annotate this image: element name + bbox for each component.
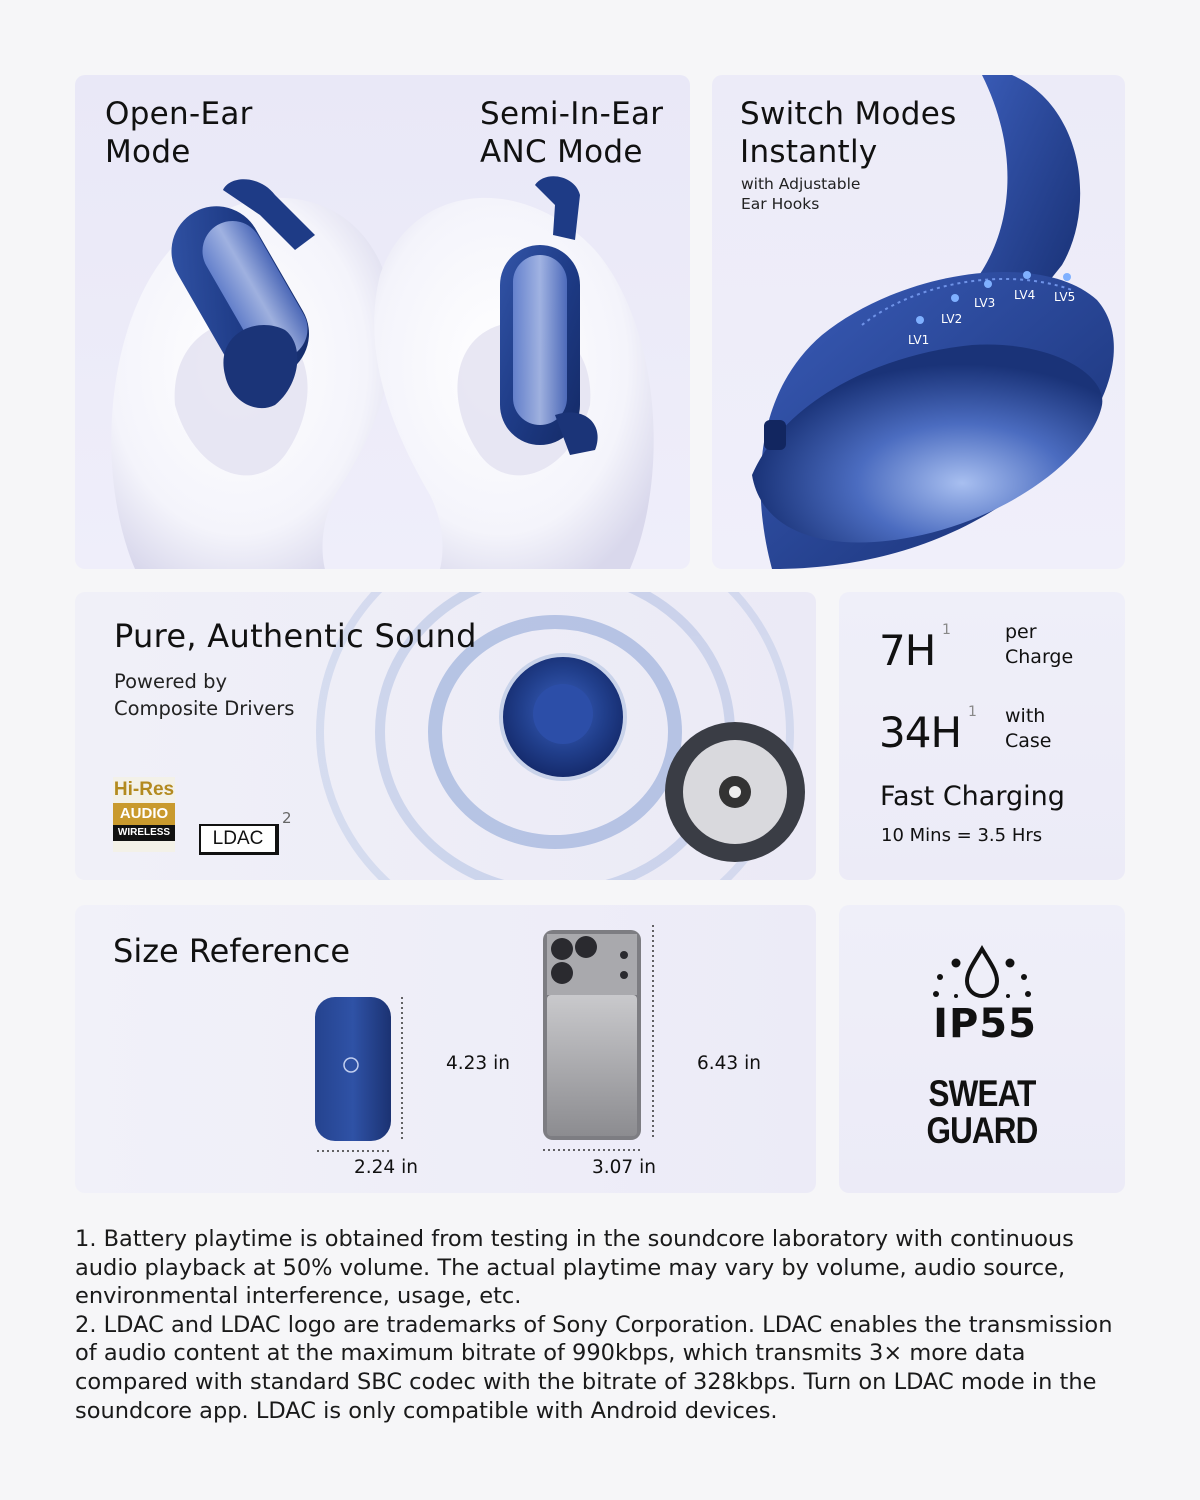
level-label-1: LV1 (908, 333, 930, 347)
open-ear-title-line1: Open-Ear (105, 96, 253, 132)
battery-label-per: per (1005, 621, 1037, 643)
ip-rating-label: IP55 (933, 1001, 1037, 1047)
size-panel (75, 905, 816, 1193)
hi-res-badge (113, 777, 175, 852)
sound-subtitle-line2: Composite Drivers (114, 697, 295, 720)
ear-modes-panel (75, 75, 690, 569)
battery-label-per-charge (1005, 620, 1073, 670)
sound-subtitle-line1: Powered by (114, 670, 228, 693)
fast-charging-detail: 10 Mins = 3.5 Hrs (881, 825, 1043, 846)
switch-modes-title (740, 95, 957, 171)
battery-note-1: 1 (942, 622, 951, 638)
ldac-footnote: 2 (282, 809, 292, 827)
anc-mode-title (480, 95, 663, 171)
footnote-ldac: 2. LDAC and LDAC logo are trademarks of Sony Corporation. LDAC enables the transmission of audio content at the maximum bitrate of 990kbps, which transmits 3× more data compared with standard SBC codec with the bitrate of 328kbps. Turn on LDAC mode in the soundcore app. LDAC is only compatible with Android devices. (75, 1311, 1113, 1424)
switch-modes-subtitle (741, 175, 860, 214)
phone-height-label: 6.43 in (697, 1053, 761, 1074)
hi-res-wireless-text: WIRELESS (113, 825, 175, 841)
battery-label-charge: Charge (1005, 646, 1074, 668)
sweat-guard-label (860, 1075, 1103, 1149)
guard-text: GUARD (926, 1110, 1038, 1151)
hi-res-text: Hi-Res (113, 779, 175, 800)
hi-res-audio-text: AUDIO (113, 803, 175, 825)
sound-panel (75, 592, 816, 880)
battery-label-with: with (1005, 705, 1046, 727)
battery-label-case: Case (1005, 730, 1052, 752)
level-label-4: LV4 (1014, 288, 1036, 302)
rating-panel (839, 905, 1125, 1193)
anc-title-line2: ANC Mode (480, 134, 643, 170)
switch-modes-panel (712, 75, 1125, 569)
switch-title-line2: Instantly (740, 134, 878, 170)
case-width-label: 2.24 in (354, 1157, 418, 1178)
open-ear-mode-title (105, 95, 253, 171)
sound-subtitle (114, 668, 294, 722)
level-label-3: LV3 (974, 296, 996, 310)
size-reference-title: Size Reference (113, 932, 350, 970)
phone-width-label: 3.07 in (592, 1157, 656, 1178)
ldac-badge: LDAC (199, 824, 279, 855)
level-label-2: LV2 (941, 312, 963, 326)
switch-subtitle-line1: with Adjustable (741, 175, 861, 193)
battery-panel (839, 592, 1125, 880)
battery-note-2: 1 (968, 704, 977, 720)
switch-title-line1: Switch Modes (740, 96, 957, 132)
sweat-text: SWEAT (928, 1073, 1036, 1114)
level-label-5: LV5 (1054, 290, 1076, 304)
open-ear-title-line2: Mode (105, 134, 191, 170)
anc-title-line1: Semi-In-Ear (480, 96, 664, 132)
sound-title: Pure, Authentic Sound (114, 617, 477, 655)
switch-subtitle-line2: Ear Hooks (741, 194, 820, 213)
battery-label-with-case (1005, 704, 1052, 754)
footnotes (75, 1225, 1135, 1425)
battery-value-34h: 34H (879, 708, 962, 757)
fast-charging-title: Fast Charging (880, 781, 1065, 812)
battery-value-7h: 7H (879, 626, 936, 675)
case-height-label: 4.23 in (446, 1053, 510, 1074)
footnote-battery: 1. Battery playtime is obtained from testing in the soundcore laboratory with continuous audio playback at 50% volume. The actual playtime may vary by volume, audio source, environmental interference, usage, etc. (75, 1226, 1074, 1310)
